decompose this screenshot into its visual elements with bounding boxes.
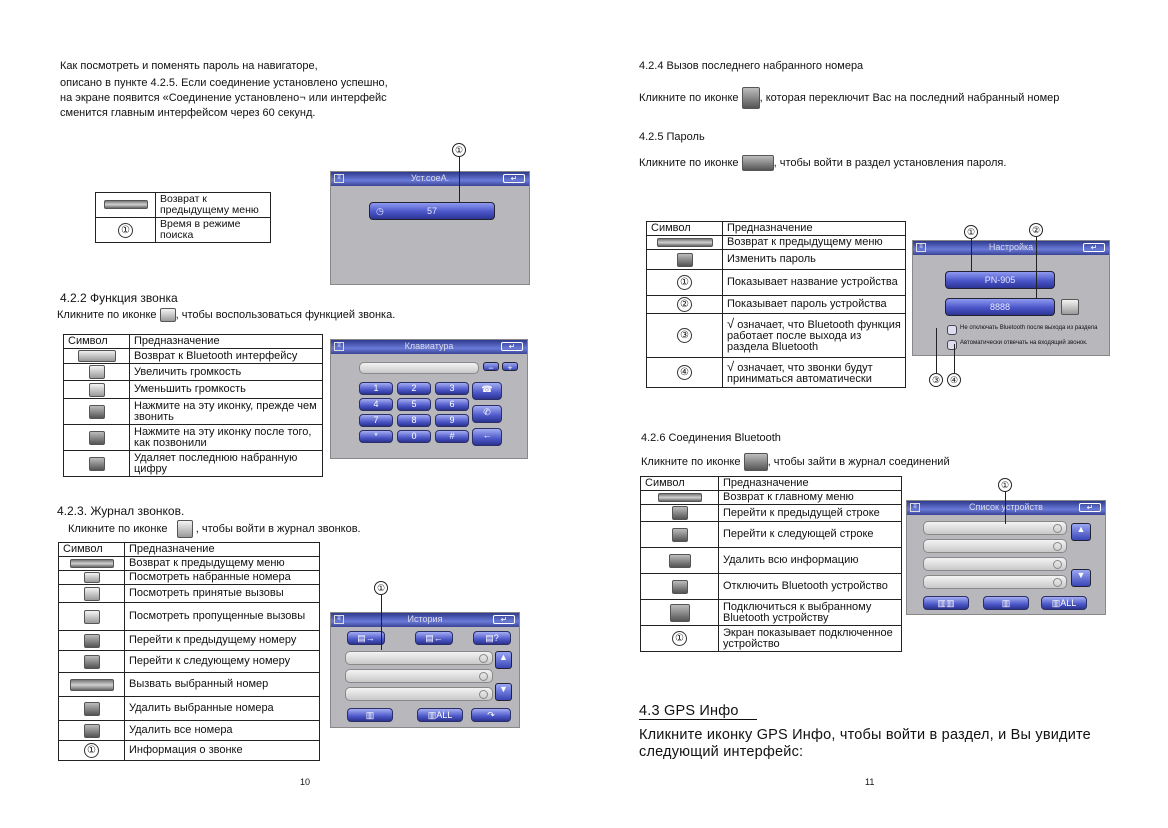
section-heading-4-3: 4.3 GPS Инфо bbox=[639, 703, 757, 720]
legend-text: Удаляет последнюю набранную цифру bbox=[130, 451, 323, 477]
connections-legend-table bbox=[640, 476, 902, 652]
legend-text: Посмотреть принятые вызовы bbox=[125, 585, 320, 603]
back-button[interactable]: ↵ bbox=[503, 174, 525, 183]
menu-icon: ≡ bbox=[334, 342, 344, 351]
callout-line bbox=[1036, 237, 1037, 299]
redial-icon bbox=[742, 87, 760, 109]
bluetooth-back-icon bbox=[78, 350, 116, 362]
delete-selected-button[interactable]: ▥ bbox=[347, 708, 393, 722]
keep-bluetooth-checkbox[interactable] bbox=[947, 325, 957, 335]
scroll-up-button[interactable]: ▲ bbox=[1071, 523, 1091, 541]
legend-text: Возврат к предыдущему меню bbox=[723, 236, 906, 250]
hangup-icon bbox=[89, 431, 105, 445]
section-heading-4-2-3: 4.2.3. Журнал звонков. bbox=[57, 504, 185, 518]
missed-calls-icon bbox=[84, 610, 100, 624]
scroll-down-button[interactable]: ▼ bbox=[495, 683, 512, 701]
legend-text: Нажмите на эту иконку после того, как позвонили bbox=[130, 425, 323, 451]
callout-mark: ① bbox=[118, 223, 133, 238]
dial-button[interactable]: ↷ bbox=[471, 708, 511, 722]
screen-title: Настройка bbox=[988, 242, 1034, 252]
keypad-key[interactable]: 7 bbox=[359, 414, 393, 427]
call-row[interactable] bbox=[345, 687, 493, 701]
callout-1: ① bbox=[374, 581, 388, 595]
search-legend-table bbox=[95, 192, 271, 243]
column-header: Символ bbox=[64, 335, 130, 349]
legend-text: Показывает пароль устройства bbox=[723, 296, 906, 314]
back-icon bbox=[70, 559, 114, 568]
keypad-key[interactable]: 1 bbox=[359, 382, 393, 395]
callout-1: ① bbox=[998, 478, 1012, 492]
number-display bbox=[359, 362, 479, 374]
device-row[interactable] bbox=[923, 539, 1067, 553]
legend-text: Удалить выбранные номера bbox=[125, 697, 320, 721]
device-row[interactable] bbox=[923, 575, 1067, 589]
dialed-numbers-icon bbox=[84, 572, 100, 583]
received-calls-icon bbox=[84, 587, 100, 601]
callout-mark: ③ bbox=[677, 328, 692, 343]
column-header: Предназначение bbox=[130, 335, 323, 349]
search-screen bbox=[330, 171, 530, 285]
callout-3: ③ bbox=[929, 373, 943, 387]
keypad-key[interactable]: 9 bbox=[435, 414, 469, 427]
gps-intro-line-1: Кликните иконку GPS Инфо, чтобы войти в раздел, и Вы увидите bbox=[639, 727, 1091, 743]
password-legend-table bbox=[646, 221, 906, 388]
call-legend-table bbox=[63, 334, 323, 477]
page-number: 11 bbox=[865, 777, 875, 787]
callout-line bbox=[936, 328, 937, 373]
intro-line-3: на экране появится «Соединение установлено¬ или интерфейс bbox=[60, 92, 387, 104]
legend-text: Увеличить громкость bbox=[130, 364, 323, 381]
legend-text: Удалить всю информацию bbox=[719, 548, 902, 574]
device-row[interactable] bbox=[923, 521, 1067, 535]
disconnect-icon bbox=[672, 580, 688, 594]
delete-all-icon bbox=[669, 554, 691, 568]
previous-icon bbox=[84, 634, 100, 648]
keypad-key[interactable]: 6 bbox=[435, 398, 469, 411]
callout-mark: ① bbox=[677, 275, 692, 290]
screen-title: История bbox=[407, 614, 443, 624]
intro-line-1: Как посмотреть и поменять пароль на навигаторе, bbox=[60, 60, 318, 72]
callout-line bbox=[381, 595, 382, 650]
clock-icon: ◷ bbox=[376, 206, 384, 216]
keypad-key[interactable]: 5 bbox=[397, 398, 431, 411]
legend-text: Уменьшить громкость bbox=[130, 381, 323, 399]
settings-screen bbox=[912, 240, 1110, 356]
dialed-button[interactable]: ▤→ bbox=[347, 631, 385, 645]
device-row[interactable] bbox=[923, 557, 1067, 571]
callout-1: ① bbox=[964, 225, 978, 239]
row-down-icon bbox=[672, 528, 688, 542]
connect-button[interactable]: ▥▥ bbox=[923, 596, 969, 610]
devices-screen bbox=[906, 500, 1106, 615]
volume-up-icon bbox=[89, 365, 105, 379]
delete-digit-button[interactable]: ← bbox=[472, 428, 502, 446]
keypad-icon bbox=[160, 308, 176, 322]
back-icon bbox=[658, 493, 702, 502]
callout-mark: ① bbox=[84, 743, 99, 758]
connections-icon bbox=[744, 453, 768, 471]
scroll-down-button[interactable]: ▼ bbox=[1071, 569, 1091, 587]
callout-mark: ① bbox=[672, 631, 687, 646]
intro-line-2: описано в пункте 4.2.5. Если соединение установлено успешно, bbox=[60, 77, 388, 89]
history-legend-table bbox=[58, 542, 320, 761]
legend-text: Нажмите на эту иконку, прежде чем звонить bbox=[130, 399, 323, 425]
keypad-key[interactable]: 3 bbox=[435, 382, 469, 395]
edit-password-icon bbox=[677, 253, 693, 267]
legend-text: Посмотреть набранные номера bbox=[125, 571, 320, 585]
legend-text: Вызвать выбранный номер bbox=[125, 673, 320, 697]
page-number: 10 bbox=[300, 777, 311, 787]
legend-text: Возврат к предыдущему меню bbox=[156, 193, 271, 218]
legend-text: означает, что звонки будут приниматься автоматически bbox=[727, 361, 873, 385]
keypad-key[interactable]: # bbox=[435, 430, 469, 443]
volume-down-icon bbox=[89, 383, 105, 397]
menu-icon: ≡ bbox=[334, 174, 344, 183]
check-mark: √ bbox=[727, 358, 735, 374]
legend-text: Изменить пароль bbox=[723, 250, 906, 270]
keypad-key[interactable]: 4 bbox=[359, 398, 393, 411]
legend-text: Посмотреть пропущенные вызовы bbox=[125, 603, 320, 631]
column-header: Символ bbox=[647, 222, 723, 236]
legend-text: Время в режиме поиска bbox=[156, 218, 271, 243]
callout-line bbox=[1005, 492, 1006, 524]
scroll-up-button[interactable]: ▲ bbox=[495, 651, 512, 669]
legend-text: Информация о звонке bbox=[125, 741, 320, 761]
history-screen bbox=[330, 612, 520, 728]
callout-line bbox=[971, 239, 972, 272]
section-heading-4-2-6: 4.2.6 Соединения Bluetooth bbox=[641, 432, 781, 444]
section-heading-4-2-5: 4.2.5 Пароль bbox=[639, 131, 705, 143]
legend-text: Возврат к главному меню bbox=[719, 491, 902, 505]
screen-title: Список устройств bbox=[969, 502, 1043, 512]
delete-all-icon bbox=[84, 724, 100, 738]
keypad-key[interactable]: 8 bbox=[397, 414, 431, 427]
legend-text: Экран показывает подключенное устройство bbox=[719, 626, 902, 652]
history-intro: Кликните по иконке , чтобы войти в журнал звонков. bbox=[68, 520, 361, 538]
callout-mark: ② bbox=[677, 297, 692, 312]
column-header: Символ bbox=[641, 477, 719, 491]
legend-text: Перейти к следующему номеру bbox=[125, 651, 320, 673]
redial-intro: Кликните по иконке , которая переключит Вас на последний набранный номер bbox=[639, 87, 1059, 109]
menu-icon: ≡ bbox=[910, 503, 920, 512]
legend-text: Показывает название устройства bbox=[723, 270, 906, 296]
next-icon bbox=[84, 655, 100, 669]
volume-up-button[interactable]: + bbox=[502, 362, 518, 371]
back-icon bbox=[657, 238, 713, 247]
legend-text: Удалить все номера bbox=[125, 721, 320, 741]
hangup-button[interactable]: ✆ bbox=[472, 405, 502, 423]
received-button[interactable]: ▤← bbox=[415, 631, 453, 645]
legend-text: Перейти к предыдущей строке bbox=[719, 505, 902, 522]
section-heading-4-2-2: 4.2.2 Функция звонка bbox=[60, 291, 178, 305]
legend-text: Отключить Bluetooth устройство bbox=[719, 574, 902, 600]
keypad-key[interactable]: * bbox=[359, 430, 393, 443]
history-icon bbox=[177, 520, 193, 538]
call-row[interactable] bbox=[345, 651, 493, 665]
column-header: Предназначение bbox=[723, 222, 906, 236]
callout-2: ② bbox=[1029, 223, 1043, 237]
screen-title: Клавиатура bbox=[404, 341, 454, 351]
intro-line-4: сменится главным интерфейсом через 60 секунд. bbox=[60, 107, 316, 119]
keypad-key[interactable]: 0 bbox=[397, 430, 431, 443]
column-header: Символ bbox=[59, 543, 125, 557]
back-button[interactable]: ↵ bbox=[501, 342, 523, 351]
volume-down-button[interactable]: − bbox=[483, 362, 499, 371]
legend-text: Возврат к предыдущему меню bbox=[125, 557, 320, 571]
call-intro: Кликните по иконке , чтобы воспользоваться функцией звонка. bbox=[57, 309, 396, 321]
legend-text: Перейти к предыдущему номеру bbox=[125, 631, 320, 651]
call-row[interactable] bbox=[345, 669, 493, 683]
callout-mark: ④ bbox=[677, 365, 692, 380]
column-header: Предназначение bbox=[719, 477, 902, 491]
row-up-icon bbox=[672, 506, 688, 520]
call-button[interactable]: ☎ bbox=[472, 382, 502, 400]
dial-selected-icon bbox=[70, 679, 114, 691]
search-timer: ◷ 57 bbox=[369, 202, 495, 220]
delete-selected-icon bbox=[84, 702, 100, 716]
legend-text: Перейти к следующей строке bbox=[719, 522, 902, 548]
missed-button[interactable]: ▤? bbox=[473, 631, 511, 645]
keypad-screen bbox=[330, 339, 528, 459]
gps-intro-line-2: следующий интерфейс: bbox=[639, 744, 804, 760]
device-password: 8888 bbox=[945, 298, 1055, 316]
column-header: Предназначение bbox=[125, 543, 320, 557]
back-button[interactable]: ↵ bbox=[1079, 503, 1101, 512]
back-button[interactable]: ↵ bbox=[493, 615, 515, 624]
connect-icon bbox=[670, 604, 690, 622]
call-icon bbox=[89, 405, 105, 419]
option-label: Не отключать Bluetooth после выхода из раздела bbox=[960, 325, 1098, 331]
option-label: Автоматически отвечать на входящий звонок. bbox=[960, 340, 1088, 346]
callout-line bbox=[459, 157, 460, 202]
delete-all-button[interactable]: ▥ALL bbox=[417, 708, 463, 722]
back-icon bbox=[104, 200, 148, 209]
callout-line bbox=[954, 344, 955, 373]
screen-title: Уст.соеА. bbox=[410, 173, 450, 183]
device-name: PN-905 bbox=[945, 271, 1055, 289]
keypad-key[interactable]: 2 bbox=[397, 382, 431, 395]
edit-password-button[interactable] bbox=[1061, 299, 1079, 315]
disconnect-button[interactable]: ▥ bbox=[983, 596, 1029, 610]
delete-all-button[interactable]: ▥ALL bbox=[1041, 596, 1087, 610]
section-heading-4-2-4: 4.2.4 Вызов последнего набранного номера bbox=[639, 60, 864, 72]
password-intro: Кликните по иконке , чтобы войти в раздел установления пароля. bbox=[639, 155, 1006, 171]
legend-text: означает, что Bluetooth функция работает после выхода из раздела Bluetooth bbox=[727, 319, 901, 353]
legend-text: Возврат к Bluetooth интерфейсу bbox=[130, 349, 323, 364]
check-mark: √ bbox=[727, 316, 735, 331]
settings-icon bbox=[742, 155, 774, 171]
callout-4: ④ bbox=[947, 373, 961, 387]
connections-intro: Кликните по иконке , чтобы зайти в журнал соединений bbox=[641, 453, 950, 471]
legend-text: Подключиться к выбранному Bluetooth устройству bbox=[719, 600, 902, 626]
menu-icon: ≡ bbox=[334, 615, 344, 624]
callout-1: ① bbox=[452, 143, 466, 157]
backspace-icon bbox=[89, 457, 105, 471]
back-button[interactable]: ↵ bbox=[1083, 243, 1105, 252]
menu-icon: ≡ bbox=[916, 243, 926, 252]
auto-answer-checkbox[interactable] bbox=[947, 340, 957, 350]
